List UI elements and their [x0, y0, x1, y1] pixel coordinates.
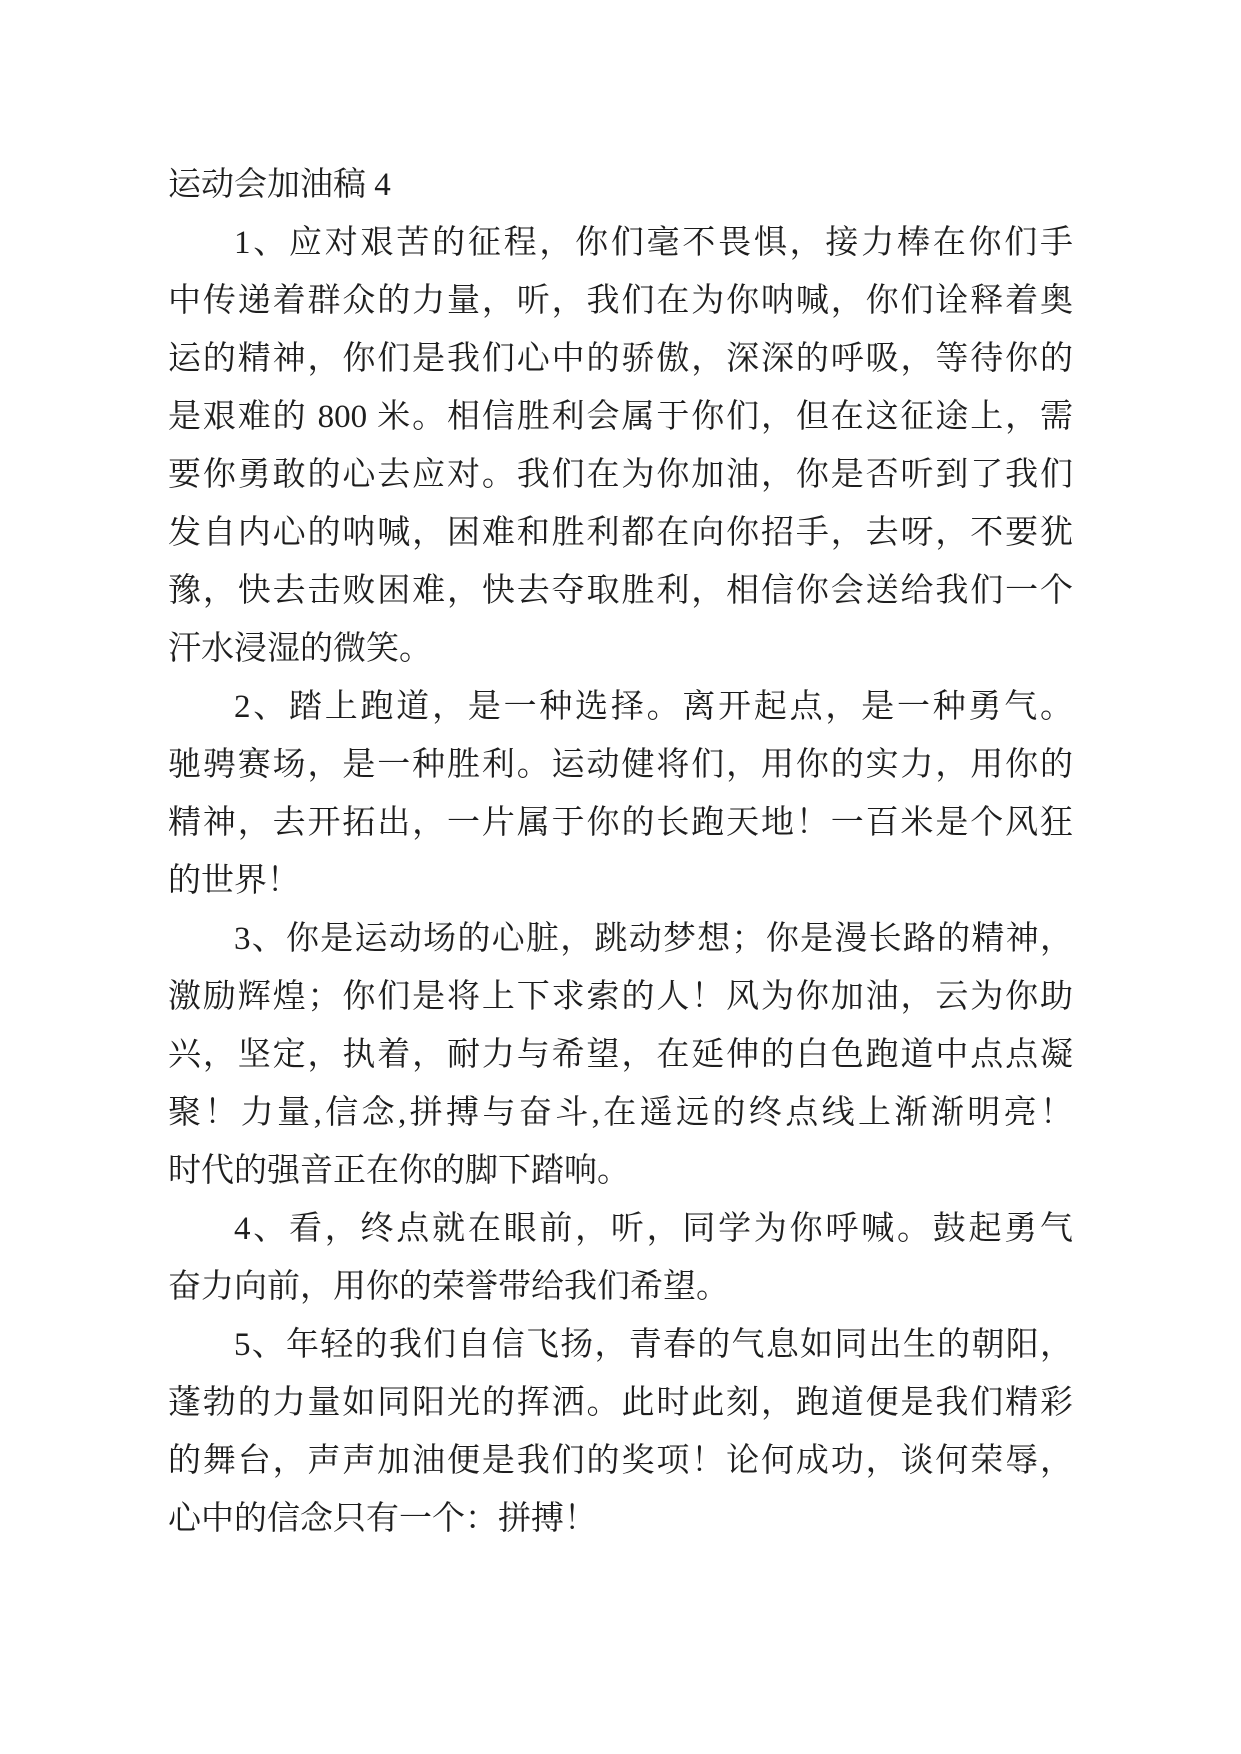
text-line: 是艰难的 800 米。相信胜利会属于你们，但在这征途上，需: [168, 399, 1073, 435]
document-title: 运动会加油稿 4: [168, 167, 391, 203]
text-line: 奋力向前，用你的荣誉带给我们希望。: [168, 1269, 729, 1305]
text-line: 1、应对艰苦的征程，你们毫不畏惧，接力棒在你们手: [234, 225, 1073, 261]
text-line: 要你勇敢的心去应对。我们在为你加油，你是否听到了我们: [168, 457, 1073, 493]
text-line: 发自内心的呐喊，困难和胜利都在向你招手，去呀，不要犹: [168, 515, 1073, 551]
text-line: 的世界！: [168, 863, 300, 899]
paragraph: [168, 214, 1073, 678]
document-body: [168, 214, 1073, 1548]
text-line: 5、年轻的我们自信飞扬，青春的气息如同出生的朝阳，: [234, 1327, 1073, 1363]
text-line: 时代的强音正在你的脚下踏响。: [168, 1153, 630, 1189]
text-line: 蓬勃的力量如同阳光的挥洒。此时此刻，跑道便是我们精彩: [168, 1385, 1073, 1421]
paragraph: [168, 678, 1073, 910]
text-line: 驰骋赛场，是一种胜利。运动健将们，用你的实力，用你的: [168, 747, 1073, 783]
text-line: 豫，快去击败困难，快去夺取胜利，相信你会送给我们一个: [168, 573, 1073, 609]
paragraph: [168, 910, 1073, 1200]
text-line: 激励辉煌；你们是将上下求索的人！风为你加油，云为你助: [168, 979, 1073, 1015]
text-line: 汗水浸湿的微笑。: [168, 631, 432, 667]
text-line: 精神，去开拓出，一片属于你的长跑天地！一百米是个风狂: [168, 805, 1073, 841]
text-line: 中传递着群众的力量，听，我们在为你呐喊，你们诠释着奥: [168, 283, 1073, 319]
text-line: 兴，坚定，执着，耐力与希望，在延伸的白色跑道中点点凝: [168, 1037, 1073, 1073]
text-line: 2、踏上跑道，是一种选择。离开起点，是一种勇气。: [234, 689, 1073, 725]
text-line: 运的精神，你们是我们心中的骄傲，深深的呼吸，等待你的: [168, 341, 1073, 377]
text-line: 的舞台，声声加油便是我们的奖项！论何成功，谈何荣辱，: [168, 1443, 1073, 1479]
text-line: 3、你是运动场的心脏，跳动梦想；你是漫长路的精神，: [234, 921, 1073, 957]
text-line: 聚！力量,信念,拼搏与奋斗,在遥远的终点线上渐渐明亮！: [168, 1095, 1073, 1131]
text-line: 心中的信念只有一个：拼搏！: [168, 1501, 597, 1537]
paragraph: [168, 1316, 1073, 1548]
text-line: 4、看，终点就在眼前，听，同学为你呼喊。鼓起勇气: [234, 1211, 1073, 1247]
paragraph: [168, 1200, 1073, 1316]
